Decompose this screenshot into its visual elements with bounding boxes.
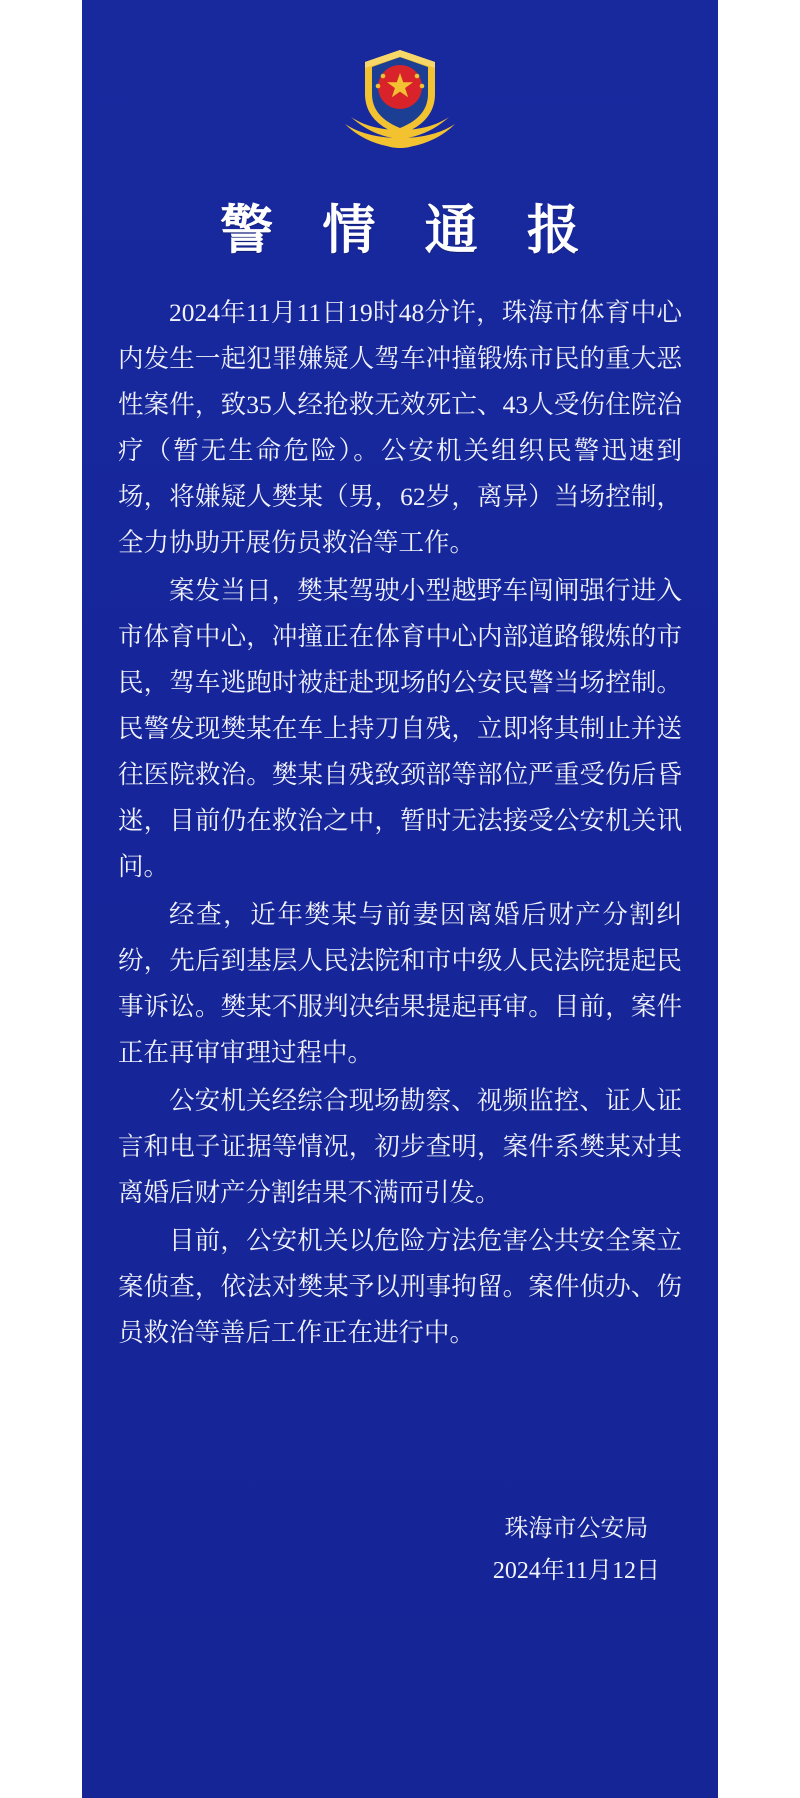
issue-date: 2024年11月12日 xyxy=(492,1558,660,1584)
paragraph-3: 经查，近年樊某与前妻因离婚后财产分割纠纷，先后到基层人民法院和市中级人民法院提起民事诉讼。樊某不服判决结果提起再审。目前，案件正在再审审理过程中。 xyxy=(118,900,682,1067)
issuer-name: 珠海市公安局 xyxy=(504,1516,649,1542)
china-police-badge-icon xyxy=(335,42,465,160)
paragraph-4: 公安机关经综合现场勘察、视频监控、证人证言和电子证据等情况，初步查明，案件系樊某对其离婚后财产分割结果不满而引发。 xyxy=(118,1086,682,1207)
police-notice-poster xyxy=(82,0,718,1798)
paragraph-1: 2024年11月11日19时48分许，珠海市体育中心内发生一起犯罪嫌疑人驾车冲撞锻炼市民的重大恶性案件，致35人经抢救无效死亡、43人受伤住院治疗（暂无生命危险）。公安机关组织民警迅速到场，将嫌疑人樊某（男，62岁，离异）当场控制，全力协助开展伤员救治等工作。 xyxy=(118,298,682,557)
page-title: 警 情 通 报 xyxy=(220,202,598,260)
paragraph-5: 目前，公安机关以危险方法危害公共安全案立案侦查，依法对樊某予以刑事拘留。案件侦办、伤员救治等善后工作正在进行中。 xyxy=(118,1226,682,1347)
emblem-container xyxy=(118,0,682,160)
notice-body xyxy=(118,290,682,1356)
signature-block xyxy=(493,1508,660,1592)
paragraph-2: 案发当日，樊某驾驶小型越野车闯闸强行进入市体育中心，冲撞正在体育中心内部道路锻炼的市民，驾车逃跑时被赶赴现场的公安民警当场控制。民警发现樊某在车上持刀自残，立即将其制止并送往医院救治。樊某自残致颈部等部位严重受伤后昏迷，目前仍在救治之中，暂时无法接受公安机关讯问。 xyxy=(118,576,682,881)
